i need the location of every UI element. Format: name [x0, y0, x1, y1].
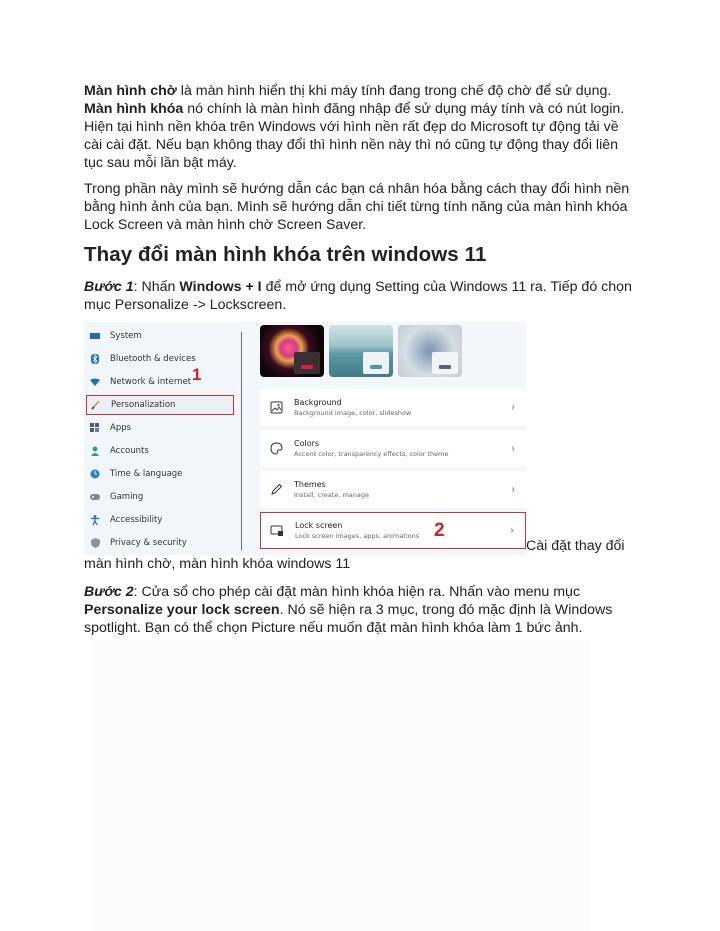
shield-icon	[90, 538, 100, 548]
card-subtitle: Background image, color, slideshow	[294, 408, 412, 417]
pane-divider	[241, 332, 242, 550]
image-icon	[268, 400, 284, 416]
sidebar-item-label: Privacy & security	[110, 538, 187, 548]
figure-caption-inline: Cài đặt thay đổi	[526, 538, 625, 554]
step-1-paragraph: Bước 1: Nhấn Windows + I để mở ứng dụng Setting của Windows 11 ra. Tiếp đó chọn mục Personalize -> Lockscreen.	[84, 279, 632, 313]
step-1-label: Bước 1	[84, 279, 134, 295]
annotation-1: 1	[192, 365, 202, 384]
lock-screen-icon	[269, 523, 285, 539]
sidebar-item-apps[interactable]	[86, 418, 234, 438]
figure-caption-rest: màn hình chờ, màn hình khóa windows 11	[84, 556, 351, 572]
sidebar-item-label: Network & internet	[110, 377, 192, 387]
chevron-right-icon: ›	[511, 442, 515, 454]
sidebar-item-accounts[interactable]	[86, 441, 234, 461]
shortcut-keys: Windows + I	[179, 279, 262, 295]
sidebar-item-label: Apps	[110, 423, 132, 433]
palette-icon	[268, 441, 284, 457]
card-title: Background	[294, 397, 342, 407]
monitor-icon	[90, 331, 100, 341]
sidebar-item-label: System	[110, 331, 142, 341]
card-text	[294, 398, 506, 418]
pen-icon	[268, 482, 284, 498]
settings-card-lock-screen[interactable]	[260, 512, 526, 549]
brush-icon	[91, 400, 101, 410]
window-preview-icon	[432, 352, 458, 374]
sidebar-item-gaming[interactable]	[86, 487, 234, 507]
settings-card-themes[interactable]	[260, 471, 526, 508]
theme-thumbnail-dark-bloom[interactable]	[260, 325, 324, 377]
sidebar-item-label: Time & language	[110, 469, 183, 479]
wifi-icon	[90, 377, 100, 387]
card-subtitle: Lock screen images, apps, animations	[295, 531, 420, 540]
card-title: Themes	[294, 479, 326, 489]
settings-screenshot	[84, 322, 526, 555]
card-title: Lock screen	[295, 520, 343, 530]
section-heading: Thay đổi màn hình khóa trên windows 11	[84, 243, 487, 266]
personalize-lock-screen-term: Personalize your lock screen	[84, 602, 280, 618]
window-preview-icon	[363, 352, 389, 374]
annotation-2: 2	[434, 520, 445, 541]
blank-page-area	[95, 640, 590, 931]
step-2-label: Bước 2	[84, 584, 134, 600]
card-text	[294, 480, 506, 500]
step-2-paragraph: Bước 2: Cửa sổ cho phép cài đặt màn hình khóa hiện ra. Nhấn vào menu mục Personalize your lock screen. Nó sẽ hiện ra 3 mục, trong đó mặc định là Windows spotlight. Bạn có thể chọn Picture nếu muốn đặt màn hình khóa làm 1 bức ảnh.	[84, 584, 613, 636]
sidebar-item-label: Accessibility	[110, 515, 163, 525]
globe-clock-icon	[90, 469, 100, 479]
chevron-right-icon: ›	[511, 401, 515, 413]
sidebar-item-system[interactable]	[86, 326, 234, 346]
theme-thumbnail-light-bloom[interactable]	[398, 325, 462, 377]
person-icon	[90, 446, 100, 456]
bluetooth-icon	[90, 354, 100, 364]
sidebar-item-label: Bluetooth & devices	[110, 354, 196, 364]
card-subtitle: Accent color, transparency effects, color theme	[294, 449, 449, 458]
sidebar-item-accessibility[interactable]	[86, 510, 234, 530]
gamepad-icon	[90, 492, 100, 502]
card-text	[295, 521, 505, 541]
figure	[84, 322, 636, 573]
sidebar-item-privacy-security[interactable]	[86, 533, 234, 553]
card-title: Colors	[294, 438, 320, 448]
apps-icon	[90, 423, 100, 433]
theme-thumbnail-lake[interactable]	[329, 325, 393, 377]
intro-paragraph-1: Màn hình chờ là màn hình hiển thị khi máy tính đang trong chế độ chờ để sử dụng. Màn hình khóa nó chính là màn hình đăng nhập để sử dụng máy tính và có nút login. Hiện tại hình nền khóa trên Windows với hình nền rất đẹp do Microsoft tự động tải về cài cài đặt. Nếu bạn không thay đổi thì hình nền này thì nó cũng tự động thay đổi liên tục sau mỗi lần bật máy.	[84, 83, 625, 171]
chevron-right-icon: ›	[510, 524, 514, 536]
settings-card-colors[interactable]	[260, 430, 526, 467]
settings-card-background[interactable]	[260, 389, 526, 426]
sidebar-item-time-language[interactable]	[86, 464, 234, 484]
settings-sidebar	[84, 322, 234, 555]
sidebar-item-label: Accounts	[110, 446, 149, 456]
term-lock-screen: Màn hình khóa	[84, 101, 184, 117]
sidebar-item-bluetooth-devices[interactable]	[86, 349, 234, 369]
sidebar-item-label: Personalization	[111, 400, 176, 410]
term-screen-saver: Màn hình chờ	[84, 83, 177, 99]
sidebar-item-label: Gaming	[110, 492, 144, 502]
chevron-right-icon: ›	[511, 483, 515, 495]
accessibility-icon	[90, 515, 100, 525]
card-subtitle: Install, create, manage	[294, 490, 370, 499]
intro-paragraph-2: Trong phần này mình sẽ hướng dẫn các bạn cá nhân hóa bằng cách thay đổi hình nền bằng hình ảnh của bạn. Mình sẽ hướng dẫn chi tiết từng tính năng của màn hình khóa Lock Screen và màn hình chờ Screen Saver.	[84, 181, 630, 233]
window-preview-icon	[294, 352, 320, 374]
card-text	[294, 439, 506, 459]
sidebar-item-network-internet[interactable]	[86, 372, 234, 392]
article-body	[84, 82, 636, 637]
sidebar-item-personalization[interactable]	[86, 395, 234, 415]
